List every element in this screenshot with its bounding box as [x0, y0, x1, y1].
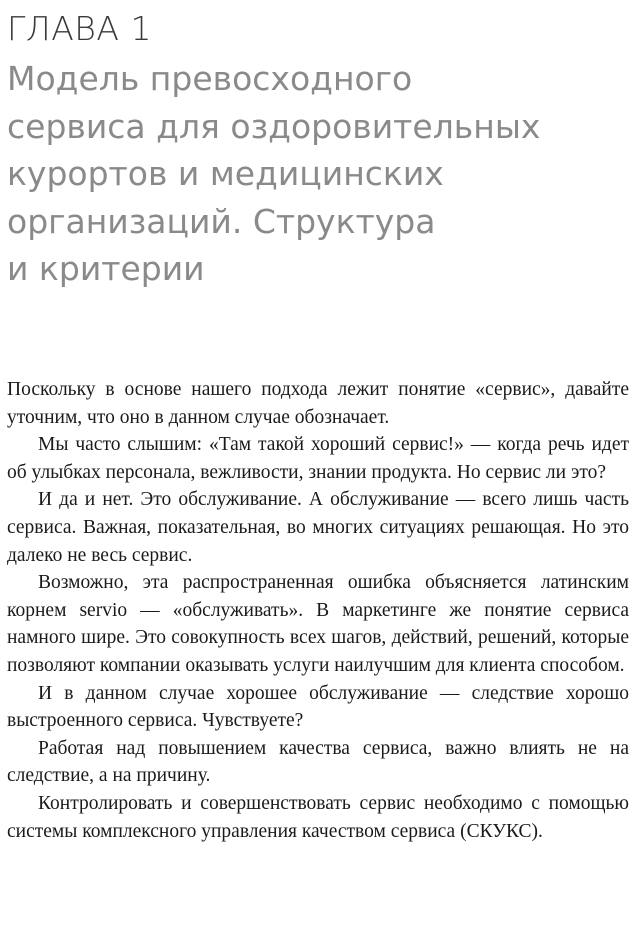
chapter-label: ГЛАВА 1 [7, 9, 152, 48]
chapter-title-line: и критерии [7, 249, 205, 288]
chapter-title-line: Модель превосходного [7, 59, 413, 98]
chapter-title-line: курортов и медицинских [7, 154, 444, 193]
paragraph: Мы часто слышим: «Там такой хороший сервис!» — когда речь идет об улыбках персонала, вежливости, знании продукта. Но сервис ли это? [7, 434, 629, 483]
paragraph: Контролировать и совершенствовать сервис необходимо с помощью системы комплексного управления качеством сервиса (СКУКС). [7, 792, 629, 842]
paragraph: Возможно, эта распространенная ошибка объясняется латинским корнем servio — «обслуживать». В маркетинге же понятие сервиса намного шире. Это совокупность всех шагов, действий, решений, которые позволяют компании оказывать услуги наилучшим для клиента способом. [7, 572, 629, 676]
paragraph: Поскольку в основе нашего подхода лежит понятие «сервис», давайте уточним, что оно в данном случае обозначает. [7, 379, 629, 428]
chapter-title-line: организаций. Структура [7, 201, 436, 241]
body-text [7, 376, 629, 845]
paragraph: Работая над повышением качества сервиса, важно влиять не на следствие, а на причину. [7, 737, 629, 787]
paragraph: И в данном случае хорошее обслуживание — следствие хорошо выстроенного сервиса. Чувствуете? [7, 682, 629, 732]
paragraph: И да и нет. Это обслуживание. А обслуживание — всего лишь часть сервиса. Важная, показательная, во многих ситуациях решающая. Но это далеко не весь сервис. [7, 489, 629, 566]
chapter-title-line: сервиса для оздоровительных [7, 106, 541, 146]
chapter-title [7, 55, 641, 293]
